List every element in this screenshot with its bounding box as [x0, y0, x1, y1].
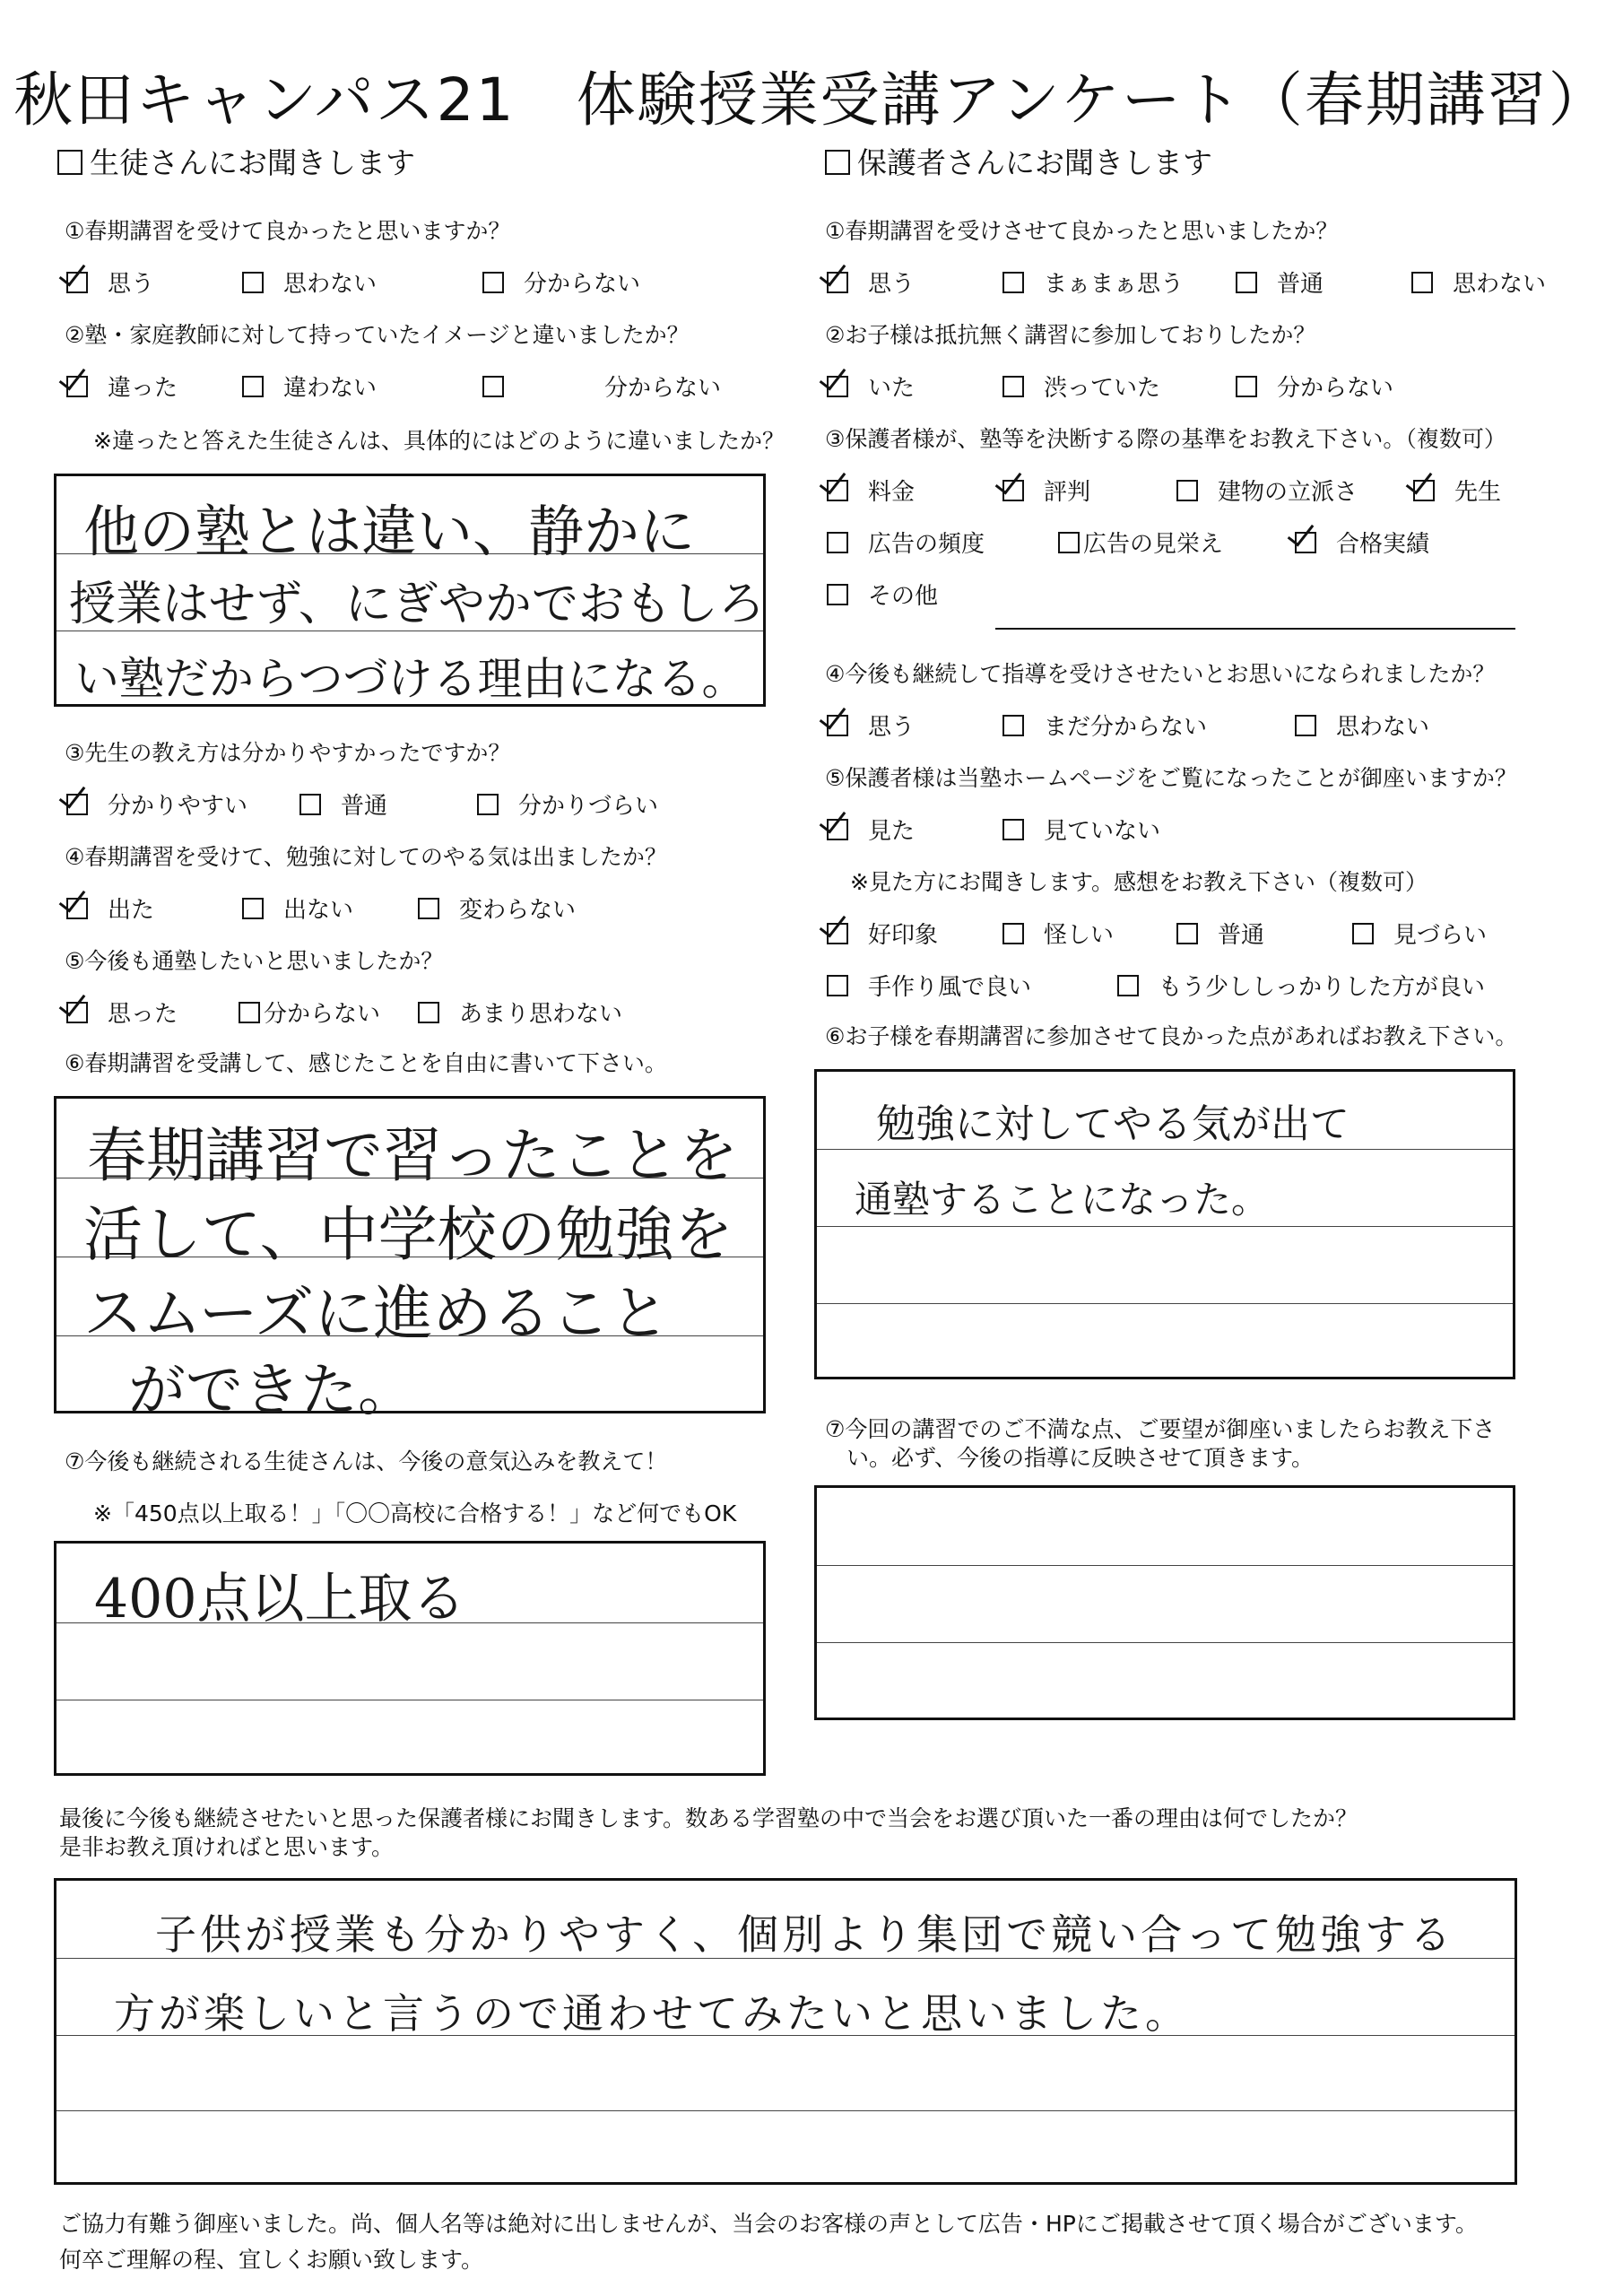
student-q2-option-1[interactable]: 違った [66, 370, 178, 403]
parent-q4-option-2[interactable]: まだ分からない [1002, 709, 1207, 742]
handwritten-answer-line: ができた。 [128, 1358, 415, 1424]
checkbox[interactable] [477, 794, 499, 815]
student-q1-option-3[interactable]: 分からない [482, 265, 640, 299]
student-q3-option-3[interactable]: 分かりづらい [477, 787, 658, 821]
student-q3-text: ③先生の教え方は分かりやすかったですか？ [65, 740, 511, 766]
checkbox[interactable] [482, 376, 504, 397]
student-q5-option-3[interactable]: あまり思わない [418, 996, 622, 1029]
checkbox[interactable] [482, 272, 504, 293]
checkbox[interactable] [242, 272, 264, 293]
checkbox-checked[interactable] [827, 819, 848, 840]
student-q5-option-2[interactable]: 分からない [239, 996, 380, 1029]
handwritten-answer-line: 方が楽しいと言うので通わせてみたいと思いました。 [114, 1989, 1190, 2038]
parent-q5-impression-5[interactable]: 手作り風で良い [827, 969, 1031, 1002]
checkbox[interactable] [827, 975, 848, 996]
parent-q5-text: ⑤保護者様は当塾ホームページをご覧になったことが御座いますか？ [825, 765, 1517, 791]
handwritten-answer-line: 子供が授業も分かりやすく、個別より集団で競い合って勉強する [155, 1910, 1455, 1959]
parent-q3-option-2[interactable]: 評判 [1002, 474, 1090, 507]
parent-q4-option-3[interactable]: 思わない [1295, 709, 1429, 742]
checkbox[interactable] [418, 1002, 439, 1023]
checkbox[interactable] [827, 532, 848, 553]
handwritten-answer-line: 春期講習で習ったことを [87, 1121, 738, 1190]
checkbox-checked[interactable] [1002, 480, 1024, 501]
parent-q2-option-2[interactable]: 渋っていた [1002, 370, 1160, 403]
student-q2-option-3[interactable]: 分からない [482, 370, 721, 403]
parent-q3-option-6[interactable]: 広告の見栄え [1058, 526, 1223, 559]
parent-q1-option-2[interactable]: まぁまぁ思う [1002, 265, 1184, 299]
checkbox-checked[interactable] [827, 272, 848, 293]
checkbox[interactable] [1352, 923, 1374, 944]
parent-q6-answer-box[interactable] [814, 1069, 1515, 1379]
checkbox[interactable] [299, 794, 321, 815]
checkbox[interactable] [418, 898, 439, 919]
parent-q5-impression-3[interactable]: 普通 [1176, 917, 1264, 950]
final-question-line1: 最後に今後も継続させたいと思った保護者様にお聞きします。数ある学習塾の中で当会をお選び頂いた一番の理由は何でしたか？ [59, 1805, 1358, 1831]
parent-q4-option-1[interactable]: 思う [827, 709, 915, 742]
checkbox-checked[interactable] [66, 794, 88, 815]
checkbox[interactable] [1002, 923, 1024, 944]
handwritten-answer-line: 勉強に対してやる気が出て [876, 1101, 1350, 1147]
checkbox[interactable] [1176, 480, 1198, 501]
checkbox-checked[interactable] [1413, 480, 1435, 501]
parent-q4-text: ④今後も継続して指導を受けさせたいとお思いになられましたか？ [825, 661, 1496, 687]
parent-q3-option-4[interactable]: 先生 [1413, 474, 1501, 507]
checkbox-checked[interactable] [66, 376, 88, 397]
student-q4-option-1[interactable]: 出た [66, 891, 154, 925]
checkbox[interactable] [239, 1002, 260, 1023]
checkbox[interactable] [1117, 975, 1139, 996]
student-q1-option-1[interactable]: 思う [66, 265, 154, 299]
parent-q6-text: ⑥お子様を春期講習に参加させて良かった点があればお教え下さい。 [825, 1023, 1518, 1049]
checkbox[interactable] [827, 584, 848, 605]
handwritten-answer-line: 400点以上取る [94, 1568, 466, 1631]
checkbox-checked[interactable] [827, 715, 848, 736]
student-q4-option-3[interactable]: 変わらない [418, 891, 576, 925]
checkbox[interactable] [1236, 376, 1257, 397]
student-q7-note: ※「450点以上取る！」「〇〇高校に合格する！」など何でもOK [93, 1500, 737, 1526]
checkbox[interactable] [1058, 532, 1080, 553]
checkbox-checked[interactable] [1295, 532, 1316, 553]
checkbox-checked[interactable] [827, 376, 848, 397]
parent-q5-impression-2[interactable]: 怪しい [1002, 917, 1114, 950]
parent-q2-option-1[interactable]: いた [827, 370, 915, 403]
handwritten-answer-line: 授業はせず、にぎやかでおもしろ [69, 578, 765, 631]
checkbox[interactable] [1002, 715, 1024, 736]
student-q6-text: ⑥春期講習を受講して、感じたことを自由に書いて下さい。 [65, 1050, 667, 1076]
other-fill-in-line[interactable] [995, 628, 1515, 630]
footer-line2: 何卒ご理解の程、宜しくお願い致します。 [59, 2247, 484, 2273]
parent-q5-impression-4[interactable]: 見づらい [1352, 917, 1487, 950]
student-q3-option-2[interactable]: 普通 [299, 787, 387, 821]
handwritten-answer-line: スムーズに進めること [83, 1279, 670, 1348]
checkbox-checked[interactable] [66, 272, 88, 293]
student-q4-text: ④春期講習を受けて、勉強に対してのやる気は出ましたか？ [65, 844, 667, 870]
parent-q5-note: ※見た方にお聞きします。感想をお教え下さい（複数可） [850, 869, 1428, 895]
parent-q7-text-line2: い。必ず、今後の指導に反映させて頂きます。 [846, 1445, 1315, 1471]
parent-q5-option-2[interactable]: 見ていない [1002, 813, 1160, 846]
handwritten-answer-line: 活して、中学校の勉強を [83, 1200, 733, 1269]
student-q1-option-2[interactable]: 思わない [242, 265, 377, 299]
parent-q5-option-1[interactable]: 見た [827, 813, 915, 846]
final-answer-box[interactable] [54, 1878, 1517, 2185]
checkbox-checked[interactable] [66, 898, 88, 919]
checkbox-checked[interactable] [827, 480, 848, 501]
student-q7-text: ⑦今後も継続される生徒さんは、今後の意気込みを教えて！ [65, 1448, 668, 1474]
checkbox[interactable] [1295, 715, 1316, 736]
checkbox[interactable] [242, 898, 264, 919]
footer-line1: ご協力有難う御座いました。尚、個人名等は絶対に出しませんが、当会のお客様の声として広告・HPにご掲載させて頂く場合がございます。 [59, 2211, 1478, 2237]
parent-q3-option-3[interactable]: 建物の立派さ [1176, 474, 1358, 507]
final-question-line2: 是非お教え頂ければと思います。 [59, 1834, 395, 1860]
checkbox[interactable] [1411, 272, 1433, 293]
student-heading-text: 生徒さんにお聞きします [90, 145, 415, 180]
handwritten-answer-line: い塾だからつづける理由になる。 [74, 653, 747, 705]
parent-heading-text: 保護者さんにお聞きします [857, 145, 1212, 180]
parent-q7-answer-box[interactable] [814, 1485, 1515, 1720]
checkbox[interactable] [1002, 819, 1024, 840]
parent-q5-impression-6[interactable]: もう少ししっかりした方が良い [1117, 969, 1485, 1002]
student-q2-note: ※違ったと答えた生徒さんは、具体的にはどのように違いましたか？ [93, 428, 785, 454]
parent-q3-text: ③保護者様が、塾等を決断する際の基準をお教え下さい。（複数可） [825, 426, 1506, 452]
parent-q2-text: ②お子様は抵抗無く講習に参加しておりしたか？ [825, 322, 1316, 348]
parent-q1-option-3[interactable]: 普通 [1236, 265, 1324, 299]
parent-q1-option-4[interactable]: 思わない [1411, 265, 1546, 299]
page-title: 秋田キャンパス21 体験授業受講アンケート（春期講習） [13, 65, 1610, 135]
parent-heading-checkbox[interactable] [825, 150, 850, 175]
parent-section-heading [825, 140, 1212, 182]
parent-q2-option-3[interactable]: 分からない [1236, 370, 1393, 403]
student-q6-answer-box[interactable] [54, 1096, 766, 1424]
student-q1-text: ①春期講習を受けて良かったと思いますか？ [65, 218, 511, 244]
checkbox[interactable] [242, 376, 264, 397]
parent-q3-option-5[interactable]: 広告の頻度 [827, 526, 985, 559]
student-q5-option-1[interactable]: 思った [66, 996, 178, 1029]
checkbox-checked[interactable] [66, 1002, 88, 1023]
student-q7-answer-box[interactable] [54, 1541, 766, 1776]
handwritten-answer-line: 通塾することになった。 [855, 1178, 1270, 1222]
student-q5-text: ⑤今後も通塾したいと思いましたか？ [65, 948, 444, 974]
student-heading-checkbox[interactable] [57, 150, 82, 175]
parent-q1-text: ①春期講習を受けさせて良かったと思いましたか？ [825, 218, 1339, 244]
checkbox[interactable] [1176, 923, 1198, 944]
parent-q5-impression-1[interactable]: 好印象 [827, 917, 938, 950]
student-q2-text: ②塾・家庭教師に対して持っていたイメージと違いましたか？ [65, 322, 690, 348]
student-section-heading [57, 140, 415, 182]
parent-q3-option-8[interactable]: その他 [827, 578, 938, 611]
student-q2-option-2[interactable]: 違わない [242, 370, 377, 403]
checkbox[interactable] [1236, 272, 1257, 293]
checkbox-checked[interactable] [827, 923, 848, 944]
checkbox[interactable] [1002, 376, 1024, 397]
student-q3-option-1[interactable]: 分かりやすい [66, 787, 247, 821]
student-q4-option-2[interactable]: 出ない [242, 891, 353, 925]
parent-q7-text-line1: ⑦今回の講習でのご不満な点、ご要望が御座いましたらお教え下さ [825, 1416, 1496, 1442]
parent-q3-option-1[interactable]: 料金 [827, 474, 915, 507]
student-q2-answer-box[interactable] [54, 474, 766, 707]
checkbox[interactable] [1002, 272, 1024, 293]
handwritten-answer-line: 他の塾とは違い、静かに [83, 499, 696, 564]
parent-q3-option-7[interactable]: 合格実績 [1295, 526, 1429, 559]
parent-q1-option-1[interactable]: 思う [827, 265, 915, 299]
